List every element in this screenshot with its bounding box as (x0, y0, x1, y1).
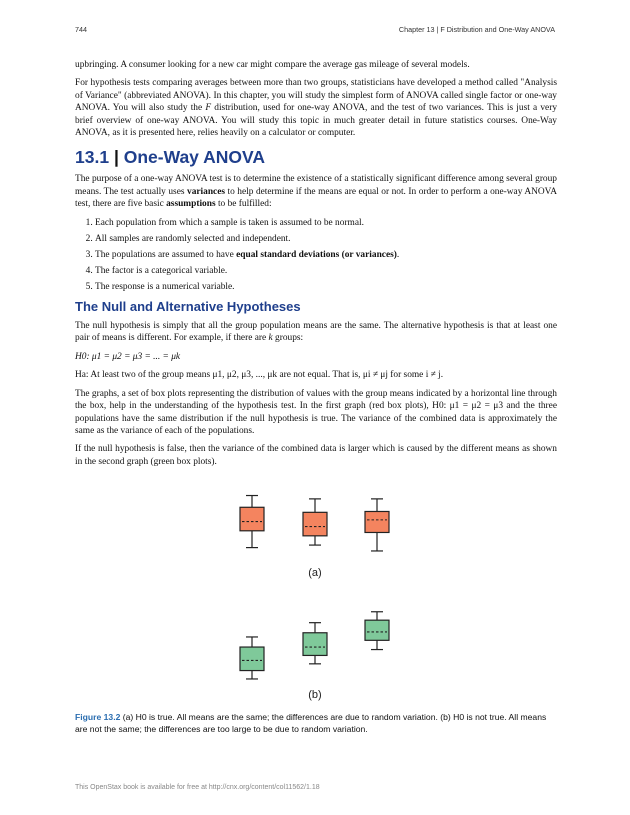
section-title: One-Way ANOVA (123, 147, 266, 168)
assumption-item-1: 1. Each population from which a sample is taken is assumed to be normal. (95, 217, 557, 229)
iqr-box (365, 511, 389, 532)
assumption-item-2: 2. All samples are randomly selected and independent. (95, 233, 557, 245)
box-plot-2 (303, 499, 327, 545)
subsection-p1-k: k (268, 333, 273, 344)
assumption-item-5: 5. The response is a numerical variable. (95, 281, 557, 293)
box-plot-2 (303, 623, 327, 664)
panel-a-box-plots (240, 496, 389, 551)
section-p1-bold-assumptions: assumptions (166, 199, 216, 210)
section-number: 13.1 (75, 147, 110, 168)
subsection-paragraph-2: The graphs, a set of box plots representing the distribution of values with the group means indicated by a horizontal line through the box, help in the understanding of the hypothesis test. In the first graph (red box plots), H0: μ1 = μ2 = μ3 and the three populations have the same distribution if the null hypothesis is true. The variance of the combined data is approximately the same as the variance of each of the populations. (75, 388, 557, 436)
iqr-box (303, 633, 327, 656)
panel-b-label: (b) (308, 689, 322, 701)
intro-paragraph-1: upbringing. A consumer looking for a new car might compare the average gas mileage of several models. (75, 60, 470, 70)
box-plot-3 (365, 499, 389, 551)
subsection-p1-b: groups: (272, 333, 304, 344)
intro-p2-text-a: For hypothesis tests comparing averages between more than two groups, statisticians have developed a method called "Analysis of Variance" (abbreviated ANOVA). In this chapter, you will study the simplest form of ANOVA called single factor or one-way ANOVA. You will also study the (75, 78, 557, 114)
section-separator: | (113, 147, 119, 168)
section-p1-a: The purpose of a one-way ANOVA test is to determine the existence of a statistically significant difference among several group means. The test actually uses (75, 174, 557, 197)
assumption-3-text: The populations are assumed to have (95, 249, 237, 260)
subsection-paragraph-3: If the null hypothesis is false, then the variance of the combined data is larger which is caused by the different means as shown in the second graph (green box plots). (75, 444, 557, 467)
figure-caption-text: (a) H0 is true. All means are the same; the differences are due to random variation. (b) H0 is not true. All means are not the same; the differences are too large to be due to random variation. (75, 712, 547, 734)
section-p1-b: to help determine if the means are equal or not. In order to perform a one-way ANOVA test, there are five basic (75, 186, 557, 210)
chapter-header: Chapter 13 | F Distribution and One-Way ANOVA (398, 25, 555, 34)
box-plot-1 (240, 496, 264, 548)
figure-caption (75, 711, 560, 735)
intro-p2-f: F (205, 103, 212, 114)
subsection-p1-a: The null hypothesis is simply that all the group population means are the same. The alternative hypothesis is that at least one pair of means is different. For example, if there are (75, 321, 557, 344)
assumption-3-end: . (396, 249, 400, 260)
section-p1-bold-variances: variances (187, 186, 226, 197)
page-number: 744 (75, 25, 87, 34)
subsection-heading: The Null and Alternative Hypotheses (75, 299, 301, 315)
assumption-3-bold: equal standard deviations (or variances) (236, 249, 397, 260)
box-plot-3 (365, 612, 389, 650)
section-p1-c: to be fulfilled: (215, 199, 272, 210)
null-hypothesis: H0: μ1 = μ2 = μ3 = ... = μk (75, 351, 181, 362)
figure-caption-label: Figure 13.2 (75, 712, 121, 722)
iqr-box (240, 507, 264, 531)
page-footer: This OpenStax book is available for free at http://cnx.org/content/col11562/1.18 (75, 784, 320, 791)
panel-a-label: (a) (308, 567, 322, 579)
iqr-box (365, 620, 389, 640)
iqr-box (240, 647, 264, 671)
assumption-item-4: 4. The factor is a categorical variable. (95, 265, 557, 277)
intro-p2-text-b: distribution, used for one-way ANOVA, and the test of two variances. This is just a very brief overview of one-way ANOVA. You will study this topic in much greater detail in future statistics courses. One-Way ANOVA, as it is presented here, relies heavily on a calculator or computer. (75, 103, 558, 139)
iqr-box (303, 512, 327, 536)
panel-b-box-plots (240, 612, 389, 679)
alternative-hypothesis: Ha: At least two of the group means μ1, μ2, μ3, ..., μk are not equal. That is, μi ≠ μj for some i ≠ j. (75, 370, 444, 381)
box-plot-1 (240, 637, 264, 679)
